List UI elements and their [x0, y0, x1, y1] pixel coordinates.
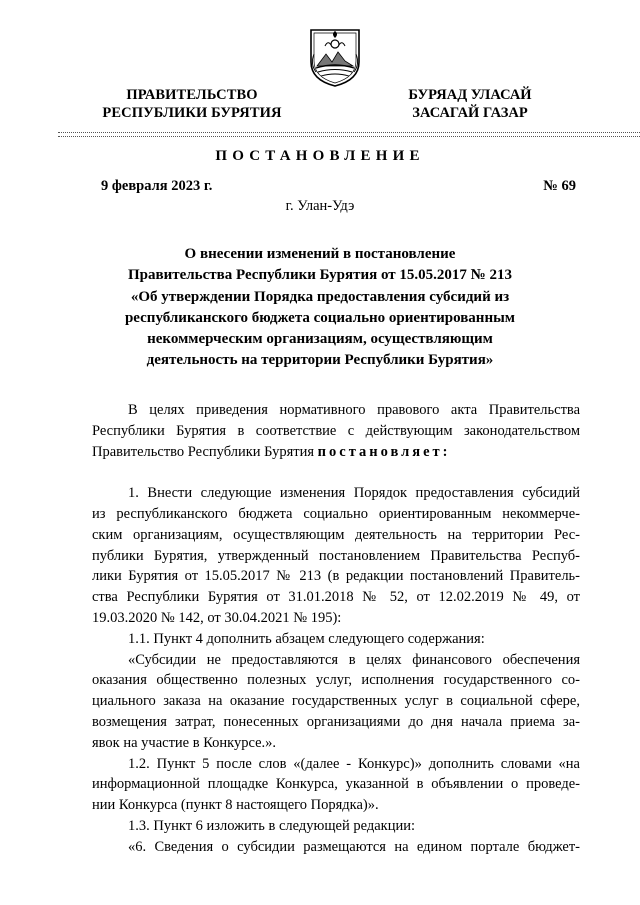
quote-line: «Субсидии не предоставляются в целях финансового обеспечения [128, 651, 580, 668]
coat-of-arms-icon [306, 24, 364, 88]
org-name-line: РЕСПУБЛИКИ БУРЯТИЯ [102, 105, 282, 121]
org-name-line: ПРАВИТЕЛЬСТВО [126, 87, 258, 103]
item-6-line: «6. Сведения о субсидии размещаются на едином портале бюджет- [128, 838, 580, 855]
item-1-2-line: информационной площадке Конкурса, указанной в объявлении о проведе- [92, 776, 580, 793]
title-line: Правительства Республики Бурятия от 15.05.2017 № 213 [127, 267, 512, 284]
title-line: «Об утверждении Порядка предоставления субсидий из [130, 288, 510, 305]
quote-line: циального заказа на оказание государственных услуг в социальной сфере, [92, 693, 580, 710]
item-1-line: 1. Внести следующие изменения Порядок предоставления субсидий [128, 485, 580, 502]
quote-line: оказания общественно полезных услуг, исполнения государственного со- [92, 672, 580, 689]
quote-line: возмещения затрат, понесенных организациями до дня начала приема за- [92, 713, 580, 730]
item-1-line: лики Бурятия от 15.05.2017 № 213 (в редакции постановлений Правитель- [92, 568, 580, 585]
item-1-2-line: нии Конкурса (пункт 8 настоящего Порядка)». [92, 797, 379, 814]
org-name-buryat [390, 86, 550, 122]
preamble-text: Правительство Республики Бурятия [92, 443, 318, 460]
item-1-3: 1.3. Пункт 6 изложить в следующей редакции: [128, 817, 416, 834]
document-body [92, 400, 580, 858]
item-1-line: 19.03.2020 № 142, от 30.04.2021 № 195): [92, 609, 342, 626]
org-name-line: ЗАСАГАЙ ГАЗАР [412, 105, 528, 121]
preamble-line: Республики Бурятия в соответствие с действующим законодательством [92, 422, 580, 439]
preamble-line: В целях приведения нормативного правового акта Правительства [128, 402, 580, 418]
header-divider [58, 132, 640, 133]
header-divider [58, 136, 640, 137]
document-date: 9 февраля 2023 г. [101, 178, 213, 194]
org-name-line: БУРЯАД УЛАСАЙ [408, 87, 532, 103]
document-type: ПОСТАНОВЛЕНИЕ [215, 148, 425, 164]
title-line: республиканского бюджета социально ориентированным [124, 309, 516, 326]
item-1-line: ским организациям, осуществляющим деятельность на территории Рес- [92, 526, 580, 543]
item-1-line: ства Республики Бурятия от 31.01.2018 № 52, от 12.02.2019 № 49, от [92, 589, 580, 606]
title-line: деятельность на территории Республики Бурятия» [146, 352, 494, 369]
title-line: некоммерческим организациям, осуществляющим [147, 331, 493, 348]
quote-line: явок на участие в Конкурсе.». [92, 734, 277, 751]
item-1-2-line: 1.2. Пункт 5 после слов «(далее - Конкурс)» дополнить словами «на [128, 755, 580, 772]
document-city: г. Улан-Удэ [285, 198, 355, 214]
title-line: О внесении изменений в постановление [184, 246, 456, 262]
document-title [110, 244, 530, 372]
item-1-line: публики Бурятия, утвержденный постановлением Правительства Респуб- [92, 547, 580, 564]
document-number: № 69 [543, 178, 576, 194]
org-name-russian [92, 86, 292, 122]
item-1-line: из республиканского бюджета социально ориентированным некоммерче- [92, 505, 580, 522]
item-1-1: 1.1. Пункт 4 дополнить абзацем следующего содержания: [128, 630, 485, 647]
resolves-keyword: постановляет: [317, 443, 451, 460]
preamble-line [92, 442, 580, 463]
